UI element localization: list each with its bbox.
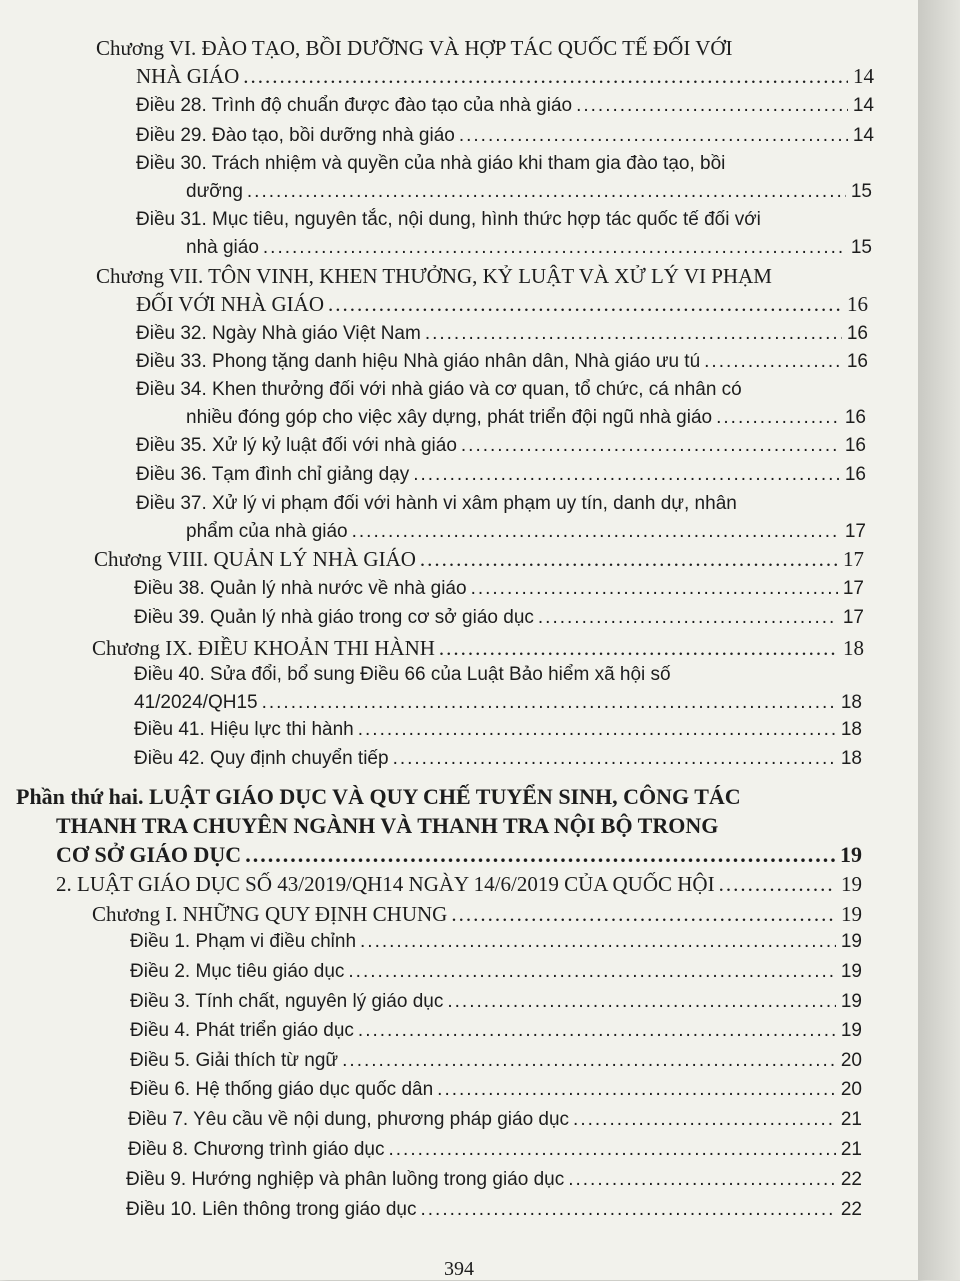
dot-leader bbox=[471, 575, 838, 603]
toc-entry-title: Điều 4. Phát triển giáo dục bbox=[130, 1020, 354, 1041]
page-edge bbox=[918, 0, 960, 1280]
toc-entry bbox=[136, 348, 868, 376]
toc-entry bbox=[134, 604, 864, 632]
toc-entry-line bbox=[134, 745, 862, 773]
dot-leader bbox=[263, 234, 846, 262]
toc-page-number: 15 bbox=[850, 237, 872, 258]
toc-entry-title: Điều 6. Hệ thống giáo dục quốc dân bbox=[130, 1079, 434, 1100]
toc-entry-line bbox=[128, 1106, 862, 1134]
dot-leader bbox=[348, 958, 836, 986]
toc-entry bbox=[16, 782, 862, 869]
toc-entry-title: 41/2024/QH15 bbox=[134, 692, 258, 713]
toc-entry bbox=[130, 958, 862, 986]
toc-entry-title: Điều 28. Trình độ chuẩn được đào tạo của nhà giáo bbox=[136, 95, 573, 116]
toc-entry bbox=[92, 900, 862, 928]
dot-leader bbox=[461, 432, 840, 460]
dot-leader bbox=[447, 988, 836, 1016]
toc-page-number: 19 bbox=[840, 1020, 862, 1041]
dot-leader bbox=[243, 62, 848, 90]
toc-entry-line bbox=[136, 150, 872, 178]
dot-leader bbox=[342, 1047, 836, 1075]
toc-entry-title: Điều 33. Phong tặng danh hiệu Nhà giáo nhân dân, Nhà giáo ưu tú bbox=[136, 351, 701, 372]
toc-entry bbox=[136, 376, 866, 432]
toc-entry-line bbox=[128, 1136, 862, 1164]
toc-entry-line bbox=[134, 689, 862, 717]
toc-page-number: 18 bbox=[840, 692, 862, 713]
toc-page-number: 17 bbox=[842, 578, 864, 599]
toc-page-number: 22 bbox=[840, 1169, 862, 1190]
dot-leader bbox=[716, 404, 840, 432]
toc-entry-line bbox=[134, 716, 862, 744]
toc-entry-line bbox=[130, 928, 862, 956]
toc-page-number: 21 bbox=[840, 1139, 862, 1160]
toc-entry-title: Điều 5. Giải thích từ ngữ bbox=[130, 1050, 339, 1071]
toc-page-number: 16 bbox=[844, 464, 866, 485]
toc-entry bbox=[136, 461, 866, 489]
dot-leader bbox=[360, 928, 836, 956]
dot-leader bbox=[439, 634, 838, 662]
toc-entry-title: Điều 39. Quản lý nhà giáo trong cơ sở giáo dục bbox=[134, 607, 534, 628]
toc-entry-line bbox=[16, 782, 862, 811]
toc-entry-line bbox=[136, 234, 872, 262]
toc-entry bbox=[136, 92, 874, 120]
toc-entry-title: Chương I. NHỮNG QUY ĐỊNH CHUNG bbox=[92, 902, 448, 926]
toc-page-number: 18 bbox=[840, 719, 862, 740]
toc-entry-line bbox=[130, 1047, 862, 1075]
toc-page-number: 15 bbox=[850, 181, 872, 202]
toc-page-number: 19 bbox=[840, 931, 862, 952]
toc-entry-title: Điều 30. Trách nhiệm và quyền của nhà giáo khi tham gia đào tạo, bồi bbox=[136, 153, 726, 174]
toc-entry-title: Điều 42. Quy định chuyển tiếp bbox=[134, 748, 389, 769]
toc-entry-title: Điều 3. Tính chất, nguyên lý giáo dục bbox=[130, 991, 444, 1012]
toc-entry-line bbox=[92, 634, 864, 662]
toc-entry-line bbox=[134, 575, 864, 603]
toc-entry-line bbox=[96, 34, 874, 62]
toc-page-number: 17 bbox=[844, 521, 866, 542]
toc-entry bbox=[96, 34, 874, 90]
page-number: 394 bbox=[444, 1258, 474, 1280]
toc-entry-line bbox=[136, 320, 868, 348]
toc-entry bbox=[134, 745, 862, 773]
toc-entry-line bbox=[136, 404, 866, 432]
toc-entry bbox=[134, 716, 862, 744]
toc-entry-title: Điều 34. Khen thưởng đối với nhà giáo và cơ quan, tổ chức, cá nhân có bbox=[136, 379, 742, 400]
toc-entry-title: Chương VIII. QUẢN LÝ NHÀ GIÁO bbox=[94, 547, 416, 571]
toc-entry-title: Chương VII. TÔN VINH, KHEN THƯỞNG, KỶ LUẬT VÀ XỬ LÝ VI PHẠM bbox=[96, 264, 772, 288]
dot-leader bbox=[451, 900, 836, 928]
dot-leader bbox=[719, 870, 836, 898]
toc-entry-line bbox=[16, 811, 862, 840]
dot-leader bbox=[459, 122, 848, 150]
toc-entry-title: Điều 36. Tạm đình chỉ giảng dạy bbox=[136, 464, 410, 485]
toc-entry-line bbox=[130, 958, 862, 986]
dot-leader bbox=[573, 1106, 836, 1134]
toc-entry-line bbox=[130, 1017, 862, 1045]
toc-entry-title: Điều 40. Sửa đổi, bổ sung Điều 66 của Luật Bảo hiểm xã hội số bbox=[134, 664, 671, 685]
toc-entry-line bbox=[136, 122, 874, 150]
toc-page-number: 20 bbox=[840, 1050, 862, 1071]
toc-entry bbox=[136, 490, 866, 546]
toc-entry-line bbox=[136, 461, 866, 489]
toc-entry-title: Chương VI. ĐÀO TẠO, BỒI DƯỠNG VÀ HỢP TÁC QUỐC TẾ ĐỐI VỚI bbox=[96, 36, 733, 60]
toc-entry bbox=[134, 575, 864, 603]
toc-page-number: 17 bbox=[842, 607, 864, 628]
toc-entry bbox=[126, 1166, 862, 1194]
toc-entry-title: THANH TRA CHUYÊN NGÀNH VÀ THANH TRA NỘI BỘ TRONG bbox=[56, 813, 719, 838]
toc-entry-title: Chương IX. ĐIỀU KHOẢN THI HÀNH bbox=[92, 636, 435, 660]
toc-entry-title: Điều 31. Mục tiêu, nguyên tắc, nội dung, hình thức hợp tác quốc tế đối với bbox=[136, 209, 761, 230]
dot-leader bbox=[358, 716, 836, 744]
toc-page-number: 21 bbox=[840, 1109, 862, 1130]
toc-entry bbox=[92, 634, 864, 662]
toc-page-number: 16 bbox=[844, 435, 866, 456]
toc-entry-line bbox=[126, 1196, 862, 1224]
toc-entry-title: Điều 29. Đào tạo, bồi dưỡng nhà giáo bbox=[136, 125, 455, 146]
toc-entry-line bbox=[136, 432, 866, 460]
toc-entry bbox=[136, 122, 874, 150]
toc-entry-line bbox=[96, 262, 868, 290]
toc-entry bbox=[128, 1136, 862, 1164]
toc-page-number: 16 bbox=[847, 292, 868, 316]
dot-leader bbox=[420, 545, 838, 573]
dot-leader bbox=[704, 348, 842, 376]
toc-entry-line bbox=[136, 518, 866, 546]
toc-entry-title: Điều 10. Liên thông trong giáo dục bbox=[126, 1199, 417, 1220]
toc-entry-line bbox=[92, 900, 862, 928]
toc-entry-line bbox=[16, 840, 862, 869]
toc-entry-title: phẩm của nhà giáo bbox=[186, 521, 348, 542]
toc-entry-line bbox=[136, 376, 866, 404]
toc-entry bbox=[130, 1076, 862, 1104]
toc-entry-line bbox=[136, 92, 874, 120]
toc-entry-line bbox=[130, 1076, 862, 1104]
toc-entry bbox=[130, 1017, 862, 1045]
toc-entry-line bbox=[136, 348, 868, 376]
toc-entry-line bbox=[94, 545, 864, 573]
toc-entry-title: Điều 7. Yêu cầu về nội dung, phương pháp giáo dục bbox=[128, 1109, 570, 1130]
dot-leader bbox=[568, 1166, 836, 1194]
toc-page-number: 18 bbox=[843, 636, 864, 660]
dot-leader bbox=[421, 1196, 837, 1224]
toc-entry bbox=[94, 545, 864, 573]
toc-entry-line bbox=[136, 490, 866, 518]
toc-page-number: 16 bbox=[846, 351, 868, 372]
toc-page-number: 14 bbox=[852, 95, 874, 116]
dot-leader bbox=[358, 1017, 836, 1045]
dot-leader bbox=[389, 1136, 837, 1164]
toc-entry-line bbox=[56, 870, 862, 898]
toc-entry-line bbox=[134, 661, 862, 689]
toc-entry-title: nhà giáo bbox=[186, 237, 259, 258]
dot-leader bbox=[262, 689, 836, 717]
toc-page-number: 14 bbox=[853, 64, 874, 88]
toc-page-number: 19 bbox=[840, 991, 862, 1012]
toc-page-number: 18 bbox=[840, 748, 862, 769]
toc-page-number: 16 bbox=[846, 323, 868, 344]
toc-entry-line bbox=[96, 62, 874, 90]
toc-page-number: 19 bbox=[840, 842, 862, 867]
toc-page-number: 17 bbox=[843, 547, 864, 571]
toc-entry bbox=[136, 150, 872, 206]
toc-entry bbox=[96, 262, 868, 318]
dot-leader bbox=[437, 1076, 836, 1104]
toc-entry-title: Điều 41. Hiệu lực thi hành bbox=[134, 719, 354, 740]
toc-page-number: 20 bbox=[840, 1079, 862, 1100]
toc-entry bbox=[136, 320, 868, 348]
toc-entry bbox=[128, 1106, 862, 1134]
toc-entry-line bbox=[96, 290, 868, 318]
toc-entry-title: CƠ SỞ GIÁO DỤC bbox=[56, 842, 242, 867]
toc-entry-title: NHÀ GIÁO bbox=[136, 64, 240, 88]
toc-page-number: 19 bbox=[840, 961, 862, 982]
toc-entry bbox=[136, 432, 866, 460]
toc-entry-title: Điều 32. Ngày Nhà giáo Việt Nam bbox=[136, 323, 421, 344]
toc-entry-title: Điều 2. Mục tiêu giáo dục bbox=[130, 961, 345, 982]
toc-entry-title: nhiều đóng góp cho việc xây dựng, phát triển đội ngũ nhà giáo bbox=[186, 407, 713, 428]
dot-leader bbox=[538, 604, 838, 632]
toc-entry-title: Điều 37. Xử lý vi phạm đối với hành vi xâm phạm uy tín, danh dự, nhân bbox=[136, 493, 737, 514]
toc-entry-title: Điều 9. Hướng nghiệp và phân luồng trong giáo dục bbox=[126, 1169, 565, 1190]
toc-entry-title: Phần thứ hai. LUẬT GIÁO DỤC VÀ QUY CHẾ TUYỂN SINH, CÔNG TÁC bbox=[16, 784, 741, 809]
toc-page-number: 19 bbox=[841, 872, 862, 896]
toc-entry bbox=[126, 1196, 862, 1224]
toc-entry-line bbox=[130, 988, 862, 1016]
toc-page-number: 22 bbox=[840, 1199, 862, 1220]
dot-leader bbox=[413, 461, 840, 489]
toc-page-number: 19 bbox=[841, 902, 862, 926]
toc-entry bbox=[56, 870, 862, 898]
toc-entry bbox=[130, 988, 862, 1016]
toc-entry bbox=[136, 206, 872, 262]
toc-entry-title: ĐỐI VỚI NHÀ GIÁO bbox=[136, 292, 325, 316]
dot-leader bbox=[328, 290, 842, 318]
toc-entry-title: 2. LUẬT GIÁO DỤC SỐ 43/2019/QH14 NGÀY 14/6/2019 CỦA QUỐC HỘI bbox=[56, 872, 715, 896]
toc-entry-title: Điều 1. Phạm vi điều chỉnh bbox=[130, 931, 357, 952]
toc-entry-title: dưỡng bbox=[186, 181, 243, 202]
toc-entry-line bbox=[136, 178, 872, 206]
dot-leader bbox=[245, 840, 836, 869]
dot-leader bbox=[576, 92, 848, 120]
toc-entry bbox=[130, 1047, 862, 1075]
dot-leader bbox=[352, 518, 840, 546]
toc-entry-line bbox=[126, 1166, 862, 1194]
toc-page-number: 16 bbox=[844, 407, 866, 428]
toc-entry-title: Điều 8. Chương trình giáo dục bbox=[128, 1139, 385, 1160]
dot-leader bbox=[393, 745, 836, 773]
toc-page-number: 14 bbox=[852, 125, 874, 146]
dot-leader bbox=[425, 320, 842, 348]
toc-entry-line bbox=[136, 206, 872, 234]
toc-entry-line bbox=[134, 604, 864, 632]
toc-entry-title: Điều 35. Xử lý kỷ luật đối với nhà giáo bbox=[136, 435, 457, 456]
dot-leader bbox=[247, 178, 846, 206]
toc-entry-title: Điều 38. Quản lý nhà nước về nhà giáo bbox=[134, 578, 467, 599]
toc-entry bbox=[130, 928, 862, 956]
toc-entry bbox=[134, 661, 862, 717]
